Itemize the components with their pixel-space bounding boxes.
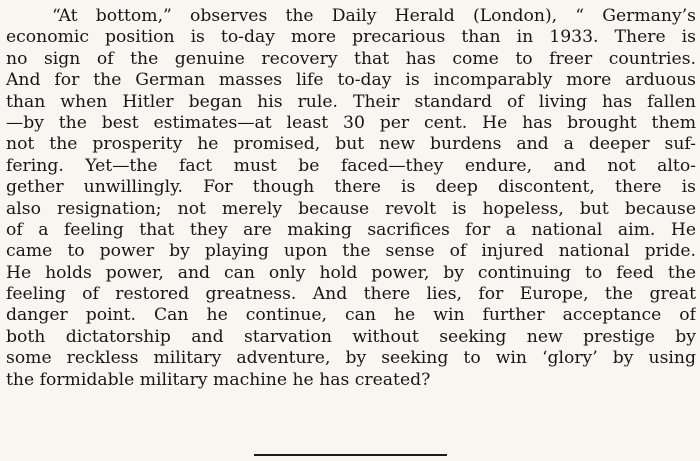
paragraph-line-14: feeling of restored greatness. And there lies, for Europe, the great [6,284,696,305]
paragraph-line-7: not the prosperity he promised, but new burdens and a deeper suf- [6,134,696,155]
section-divider-rule [254,454,447,456]
paragraph-line-16: both dictatorship and starvation without seeking new prestige by [6,326,696,347]
paragraph-line-9: gether unwillingly. For though there is deep discontent, there is [6,177,696,198]
paragraph-line-1: “At bottom,” observes the Daily Herald (London), “ Germany’s [52,6,696,26]
quoted-paragraph [6,6,696,391]
paragraph-line-6: —by the best estimates—at least 30 per cent. He has brought them [6,112,696,133]
paragraph-line-2: economic position is to-day more precarious than in 1933. There is [6,27,696,48]
paragraph-line-12: came to power by playing upon the sense of injured national pride. [6,241,696,262]
paragraph-line-10: also resignation; not merely because revolt is hopeless, but because [6,198,696,219]
paragraph-line-18: the formidable military machine he has created? [6,369,431,390]
paragraph-line-8: fering. Yet—the fact must be faced—they endure, and not alto- [6,155,696,176]
paragraph-line-15: danger point. Can he continue, can he win further acceptance of [6,305,696,326]
paragraph-line-13: He holds power, and can only hold power, by continuing to feed the [6,262,696,283]
paragraph-line-17: some reckless military adventure, by seeking to win ‘glory’ by using [6,348,696,369]
paragraph-line-3: no sign of the genuine recovery that has come to freer countries. [6,48,696,69]
paragraph-line-11: of a feeling that they are making sacrifices for a national aim. He [6,219,696,240]
paragraph-line-4: And for the German masses life to-day is incomparably more arduous [6,70,696,91]
paragraph-line-5: than when Hitler began his rule. Their standard of living has fallen [6,91,696,112]
